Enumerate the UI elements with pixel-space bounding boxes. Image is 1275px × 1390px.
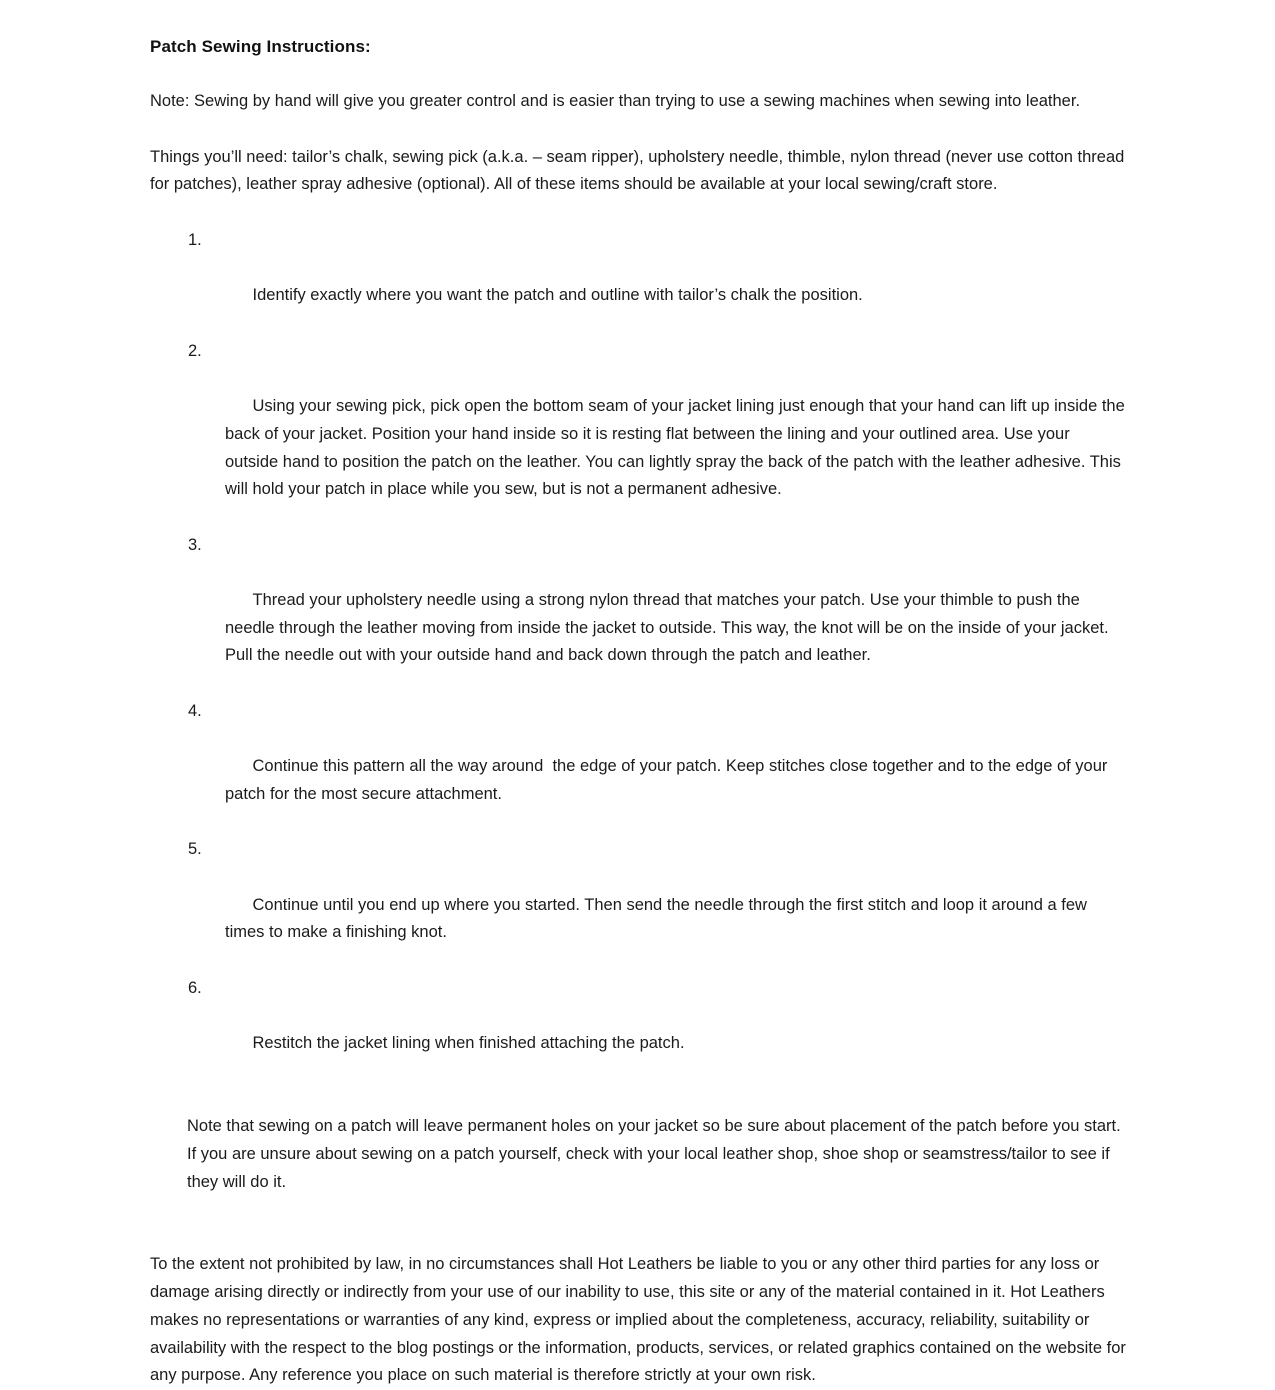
list-item-number: 4. xyxy=(188,701,202,720)
intro-note-paragraph: Note: Sewing by hand will give you greater control and is easier than trying to use a sewing machines when sewing into leather. xyxy=(150,92,1081,111)
list-item xyxy=(150,338,1130,532)
list-item xyxy=(150,975,1127,1086)
list-item-text: Continue this pattern all the way around the edge of your patch. Keep stitches close together and to the edge of your patch for the most secure attachment. xyxy=(225,757,1112,803)
list-item-number: 3. xyxy=(188,535,202,554)
document-title: Patch Sewing Instructions: xyxy=(150,37,371,56)
list-item-text: Restitch the jacket lining when finished attaching the patch. xyxy=(252,1034,685,1053)
list-item-text: Continue until you end up where you started. Then send the needle through the first stitch and loop it around a few times to make a finishing knot. xyxy=(225,895,1092,942)
list-item-text: Thread your upholstery needle using a strong nylon thread that matches your patch. Use your thimble to push the needle through the leather moving from inside the jacket to outside. This way, the knot will be on the inside of your jacket. Pull the needle out with your outside hand and back down through the patch and leather. xyxy=(225,591,1114,665)
list-item xyxy=(150,836,1127,975)
supplies-paragraph: Things you’ll need: tailor’s chalk, sewing pick (a.k.a. – seam ripper), upholstery needle, thimble, nylon thread (never use cotton thread for patches), leather spray adhesive (optional). All of these items should be available at your local sewing/craft store. xyxy=(150,147,1129,194)
list-item-text: Using your sewing pick, pick open the bottom seam of your jacket lining just enough that your hand can lift up inside the back of your jacket. Position your hand inside so it is resting flat between the lining and your outlined area. Use your outside hand to position the patch on the leather. You can lightly spray the back of the patch with the leather adhesive. This will hold your patch in place while you sew, but is not a permanent adhesive. xyxy=(225,397,1130,499)
unsure-note-paragraph: If you are unsure about sewing on a patch yourself, check with your local leather shop, shoe shop or seamstress/tailor to see if they will do it. xyxy=(187,1145,1115,1191)
list-item xyxy=(150,532,1127,698)
list-item-number: 1. xyxy=(188,230,202,249)
closing-notes xyxy=(187,1113,1127,1196)
list-item-number: 2. xyxy=(188,341,202,360)
list-item-text: Identify exactly where you want the patch and outline with tailor’s chalk the position. xyxy=(252,286,863,305)
list-item-number: 6. xyxy=(188,978,202,997)
disclaimer-paragraph: To the extent not prohibited by law, in no circumstances shall Hot Leathers be liable to you or any other third parties for any loss or damage arising directly or indirectly from your use of our inability to use, this site or any of the material contained in it. Hot Leathers makes no representations or warranties of any kind, express or implied about the completeness, accuracy, reliability, suitability or availability with the respect to the blog postings or the information, products, services, or related graphics contained on the website for any purpose. Any reference you place on such material is therefore strictly at your own risk. xyxy=(150,1255,1131,1385)
list-item xyxy=(150,698,1127,837)
list-item-number: 5. xyxy=(188,840,202,859)
instruction-steps-list xyxy=(150,227,1130,1086)
list-item xyxy=(150,227,1127,338)
placement-note-paragraph: Note that sewing on a patch will leave permanent holes on your jacket so be sure about placement of the patch before you start. xyxy=(187,1117,1121,1136)
